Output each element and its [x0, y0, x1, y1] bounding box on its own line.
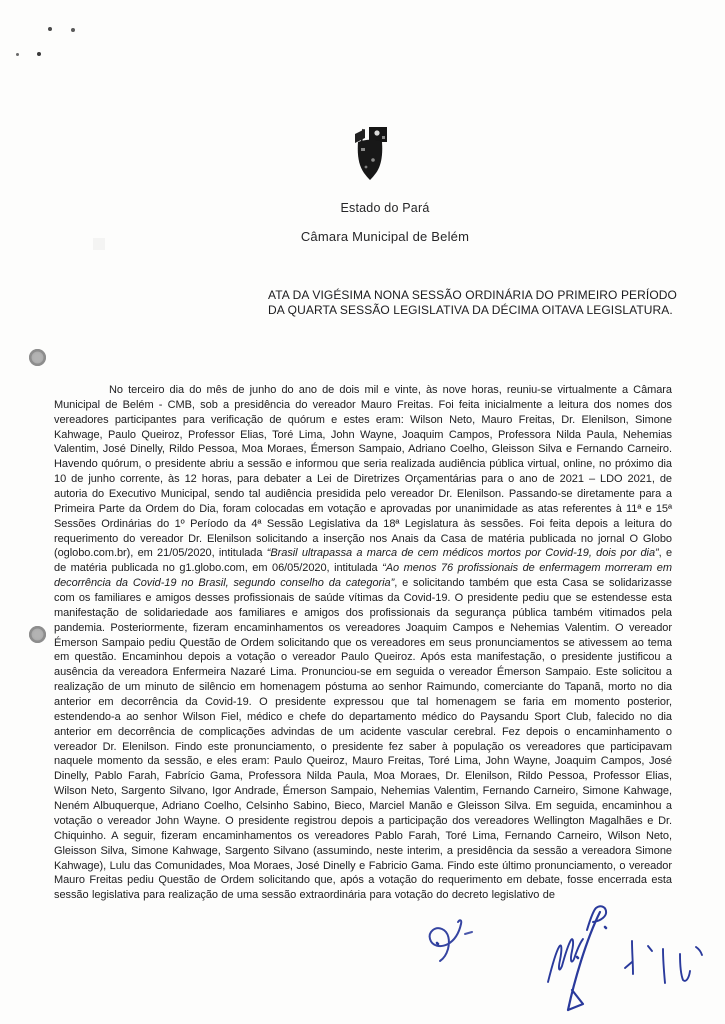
coat-of-arms-icon [349, 126, 391, 183]
institution-label: Câmara Municipal de Belém [300, 229, 470, 244]
body-text-segment: No terceiro dia do mês de junho do ano de dois mil e vinte, às nove horas, reuniu-se virtualmente a Câmara Municipal de Belém - CMB, sob a presidência do vereador Mauro Freitas. Foi feita inicialmente a leitura dos nomes dos vereadores participantes para verificação de quórum e estes eram: Wilson Neto, Mauro Freitas, Dr. Elenilson, Simone Kahwage, Paulo Queiroz, Professor Elias, Toré Lima, John Wayne, Joaquim Campos, Professora Nilda Paula, Nehemias Valentim, José Dinelly, Rildo Pessoa, Moa Moraes, Émerson Sampaio, Adriano Coelho, Gleisson Silva e Fernando Carneiro. Havendo quórum, o presidente abriu a sessão e informou que seria realizada audiência pública virtual, online, no próximo dia 10 de junho corrente, às 12 horas, para debater a Lei de Diretrizes Orçamentárias para o ano de 2021 – LDO 2021, de autoria do Executivo Municipal, sendo tal audiência presidida pelo vereador Dr. Elenilson. Passando-se diretamente para a Primeira Parte da Ordem do Dia, foram colocadas em votação e aprovadas por unanimidade as atas referentes à 11ª e 15ª Sessões Ordinárias do 1º Período da 4ª Sessão Legislativa da 18ª Legislatura às sessões. Foi feita depois a leitura do requerimento do vereador Dr. Elenilson solicitando a inserção nos Anais da Casa de matéria publicada no jornal O Globo (oglobo.com.br), em 21/05/2020, intitulada [54, 384, 672, 560]
ink-speck [16, 53, 19, 56]
news-headline-quote-2: “Ao menos 76 profissionais de enfermagem morreram em decorrência da Covid-19 no Brasil, segundo conselho da categoria” [54, 562, 672, 590]
body-text-segment: , e de matéria publicada no g1.globo.com, em 06/05/2020, intitulada [54, 547, 673, 575]
session-title: ATA DA VIGÉSIMA NONA SESSÃO ORDINÁRIA DO PRIMEIRO PERÍODO DA QUARTA SESSÃO LEGISLATIVA DA DÉCIMA OITAVA LEGISLATURA. [268, 288, 677, 317]
signature-flourish-2 [548, 906, 606, 1010]
signature-initial-1 [430, 920, 472, 961]
handwritten-signatures [400, 895, 720, 1024]
signature-initials-3 [625, 941, 702, 983]
minutes-body-paragraph [54, 383, 672, 903]
hole-punch-mark [29, 626, 46, 643]
ink-speck [37, 52, 41, 56]
body-text-segment: , e solicitando também que esta Casa se solidarizasse com os familiares e amigos desses profissionais de saúde vítimas da Covid-19. O presidente pediu que se estendesse esta manifestação de solidariedade aos familiares e amigos dos profissionais da segurança pública também vitimados pela pandemia. Posteriormente, fizeram encaminhamentos os vereadores Joaquim Campos e Nehemias Valentim. O vereador Émerson Sampaio pediu Questão de Ordem solicitando que os vereadores em seus pronunciamentos se ativessem ao tema em questão. Encaminhou depois a votação o vereador Paulo Queiroz. Após esta manifestação, o presidente justificou a ausência da vereadora Enfermeira Nazaré Lima. Pronunciou-se em seguida o vereador Émerson Sampaio. Este solicitou a realização de um minuto de silêncio em homenagem póstuma ao senhor Raimundo, comerciante do Tapanã, morto no dia anterior em decorrência da Covid-19. O presidente expressou que tal homenagem se faria em momento posterior, estendendo-a ao senhor Wilson Fiel, médico e chefe do departamento médico do Paysandu Sport Club, falecido no dia anterior em decorrência de complicações advindas de um acidente vascular cerebral. Fez depois o encaminhamento o vereador Dr. Elenilson. Findo este pronunciamento, o presidente fez saber à população os vereadores que participavam naquele momento da sessão, e eles eram: Paulo Queiroz, Mauro Freitas, Toré Lima, John Wayne, Joaquim Campos, José Dinelly, Pablo Farah, Fabrício Gama, Professora Nilda Paula, Moa Moraes, Dr. Elenilson, Rildo Pessoa, Professor Elias, Wilson Neto, Sargento Silvano, Igor Andrade, Émerson Sampaio, Nehemias Valentim, Fernando Carneiro, Simone Kahwage, Neném Albuquerque, Adriano Coelho, Celsinho Sabino, Bieco, Marciel Manão e Gleisson Silva. Em seguida, encaminhou a votação o vereador John Wayne. O presidente registrou depois a participação dos vereadores Wellington Magalhães e Dr. Chiquinho. A seguir, fizeram encaminhamentos os vereadores Pablo Farah, Toré Lima, Fernando Carneiro, Wilson Neto, Gleisson Silva, Simone Kahwage, Sargento Silvano (assumindo, neste interim, a presidência da sessão a vereadora Simone Kahwage), Lulu das Comunidades, Moa Moraes, José Dinelly e Fabricio Gama. Findo este último pronunciamento, o vereador Mauro Freitas pediu Questão de Ordem solicitando que, após a votação do requerimento em debate, fosse encerrada esta sessão legislativa para realização de uma sessão extraordinária para votação do decreto legislativo de [54, 577, 672, 902]
ink-speck [48, 27, 52, 31]
ink-speck [71, 28, 75, 32]
news-headline-quote-1: “Brasil ultrapassa a marca de cem médicos mortos por Covid-19, dois por dia” [266, 547, 659, 560]
state-label: Estado do Pará [340, 201, 430, 215]
hole-punch-mark [29, 349, 46, 366]
